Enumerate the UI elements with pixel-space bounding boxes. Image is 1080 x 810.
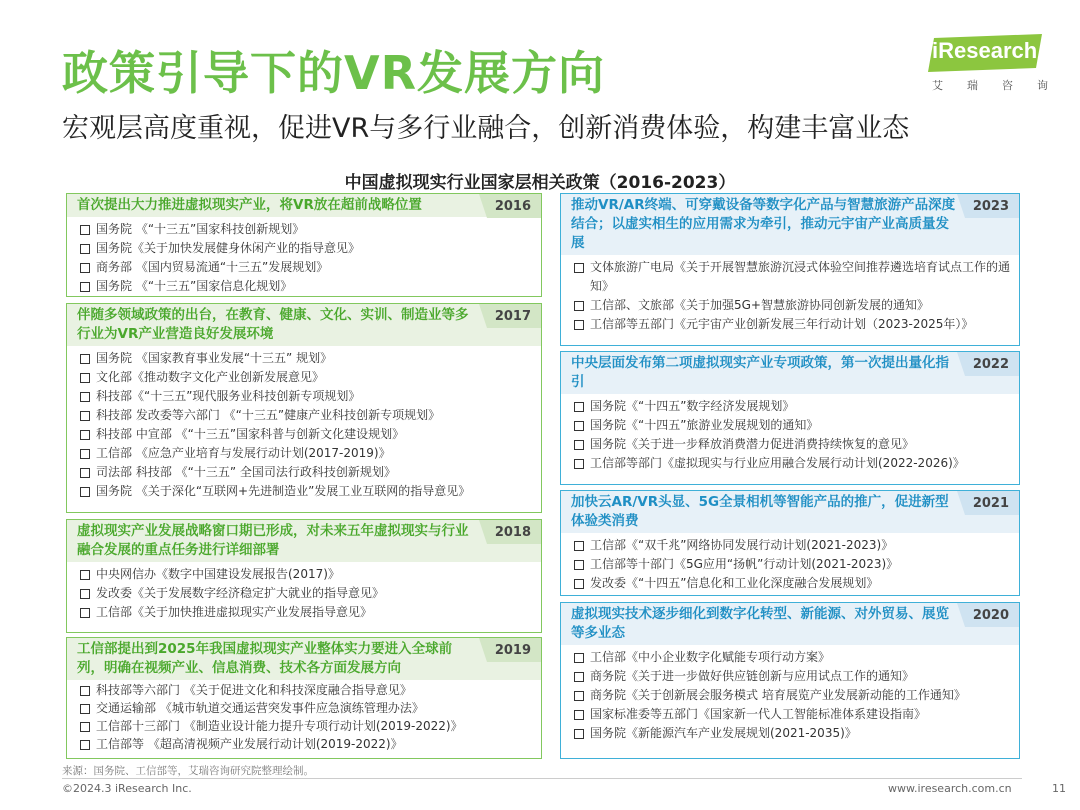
policy-item: 工信部等 《超高清视频产业发展行动计划(2019-2022)》 bbox=[79, 735, 533, 753]
logo-text: iResearch bbox=[932, 38, 1038, 63]
policy-item: 商务院《关于进一步做好供应链创新与应用试点工作的通知》 bbox=[573, 667, 1011, 686]
policy-list bbox=[67, 562, 541, 622]
policy-card-2017 bbox=[66, 303, 542, 513]
policy-item: 工信部 《应急产业培育与发展行动计划(2017-2019)》 bbox=[79, 444, 533, 463]
page-title: 政策引导下的VR发展方向 bbox=[62, 46, 606, 100]
policy-heading-text: 虚拟现实产业发展战略窗口期已形成，对未来五年虚拟现实与行业融合发展的重点任务进行详细部署 bbox=[77, 523, 469, 558]
page-subtitle: 宏观层高度重视，促进VR与多行业融合，创新消费体验，构建丰富业态 bbox=[62, 113, 910, 144]
policy-item: 工信部、文旅部《关于加强5G+智慧旅游协同创新发展的通知》 bbox=[573, 296, 1011, 315]
policy-item: 商务院《关于创新展会服务模式 培育展览产业发展新动能的工作通知》 bbox=[573, 686, 1011, 705]
policy-card-2021 bbox=[560, 490, 1020, 596]
policy-item: 国务院《“十四五”数字经济发展规划》 bbox=[573, 397, 1011, 416]
policy-item: 中央网信办《数字中国建设发展报告(2017)》 bbox=[79, 565, 533, 584]
policy-card-heading bbox=[561, 194, 1019, 255]
policy-year: 2020 bbox=[972, 608, 1009, 623]
policy-year: 2017 bbox=[494, 309, 531, 324]
policy-card-2023 bbox=[560, 193, 1020, 346]
policy-list bbox=[561, 645, 1019, 743]
policy-year: 2021 bbox=[972, 496, 1009, 511]
policy-item: 交通运输部 《城市轨道交通运营突发事件应急演练管理办法》 bbox=[79, 699, 533, 717]
policy-item: 商务部 《国内贸易流通“十三五”发展规划》 bbox=[79, 258, 533, 277]
policy-item: 文化部《推动数字文化产业创新发展意见》 bbox=[79, 368, 533, 387]
policy-card-heading bbox=[67, 304, 541, 346]
policy-item: 国务院 《国家教育事业发展“十三五” 规划》 bbox=[79, 349, 533, 368]
source-note: 来源：国务院、工信部等，艾瑞咨询研究院整理绘制。 bbox=[62, 765, 314, 777]
policy-item: 国务院《关于进一步释放消费潜力促进消费持续恢复的意见》 bbox=[573, 435, 1011, 454]
policy-card-2018 bbox=[66, 519, 542, 633]
website-link[interactable]: www.iresearch.com.cn bbox=[888, 782, 1012, 795]
policy-item: 工信部十三部门 《制造业设计能力提升专项行动计划(2019-2022)》 bbox=[79, 717, 533, 735]
policy-item: 科技部《“十三五”现代服务业科技创新专项规划》 bbox=[79, 387, 533, 406]
policy-item: 工信部《中小企业数字化赋能专项行动方案》 bbox=[573, 648, 1011, 667]
policy-card-heading bbox=[561, 491, 1019, 533]
policy-card-heading bbox=[67, 194, 541, 217]
policy-heading-text: 推动VR/AR终端、可穿戴设备等数字化产品与智慧旅游产品深度结合；以虚实相生的应用需求为牵引，推动元宇宙产业高质量发展 bbox=[571, 197, 956, 251]
logo-subtext-char: 询 bbox=[1037, 79, 1048, 92]
logo-subtext-char: 艾 bbox=[932, 79, 943, 92]
policy-item: 司法部 科技部 《“十三五” 全国司法行政科技创新规划》 bbox=[79, 463, 533, 482]
policy-item: 国务院《关于加快发展健身休闲产业的指导意见》 bbox=[79, 239, 533, 258]
policy-card-2020 bbox=[560, 602, 1020, 759]
policy-item: 科技部 发改委等六部门 《“十三五”健康产业科技创新专项规划》 bbox=[79, 406, 533, 425]
policy-item: 国家标准委等五部门《国家新一代人工智能标准体系建设指南》 bbox=[573, 705, 1011, 724]
policy-year: 2018 bbox=[494, 525, 531, 540]
policy-card-2016 bbox=[66, 193, 542, 297]
section-title: 中国虚拟现实行业国家层相关政策（2016-2023） bbox=[344, 173, 736, 193]
policy-list bbox=[561, 255, 1019, 334]
policy-heading-text: 虚拟现实技术逐步细化到数字化转型、新能源、对外贸易、展览等多业态 bbox=[571, 606, 949, 641]
policy-item: 工信部《“双千兆”网络协同发展行动计划(2021-2023)》 bbox=[573, 536, 1011, 555]
policy-card-heading bbox=[561, 603, 1019, 645]
policy-item: 文体旅游广电局《关于开展智慧旅游沉浸式体验空间推荐遴选培育试点工作的通知》 bbox=[573, 258, 1011, 296]
policy-card-heading bbox=[561, 352, 1019, 394]
policy-card-heading bbox=[67, 638, 541, 680]
policy-item: 发改委《关于发展数字经济稳定扩大就业的指导意见》 bbox=[79, 584, 533, 603]
iresearch-logo bbox=[926, 34, 1050, 96]
policy-list bbox=[561, 533, 1019, 593]
policy-year: 2016 bbox=[494, 199, 531, 214]
policy-heading-text: 首次提出大力推进虚拟现实产业，将VR放在超前战略位置 bbox=[77, 197, 422, 213]
footer-divider bbox=[62, 778, 1022, 779]
policy-list bbox=[67, 346, 541, 501]
policy-item: 国务院 《关于深化“互联网+先进制造业”发展工业互联网的指导意见》 bbox=[79, 482, 533, 501]
policy-item: 发改委《“十四五”信息化和工业化深度融合发展规划》 bbox=[573, 574, 1011, 593]
logo-subtext bbox=[932, 77, 1048, 93]
policy-list bbox=[67, 680, 541, 753]
page-number: 11 bbox=[1052, 782, 1066, 795]
policy-item: 工信部等五部门《元宇宙产业创新发展三年行动计划（2023-2025年）》 bbox=[573, 315, 1011, 334]
policy-card-2022 bbox=[560, 351, 1020, 485]
policy-year: 2019 bbox=[494, 643, 531, 658]
policy-heading-text: 加快云AR/VR头显、5G全景相机等智能产品的推广，促进新型体验类消费 bbox=[571, 494, 949, 529]
policy-heading-text: 中央层面发布第二项虚拟现实产业专项政策，第一次提出量化指引 bbox=[571, 355, 949, 390]
policy-heading-text: 工信部提出到2025年我国虚拟现实产业整体实力要进入全球前列，明确在视频产业、信息消费、技术各方面发展方向 bbox=[77, 641, 453, 676]
policy-item: 科技部 中宣部 《“十三五”国家科普与创新文化建设规划》 bbox=[79, 425, 533, 444]
copyright-text: ©2024.3 iResearch Inc. bbox=[62, 782, 192, 795]
policy-item: 工信部《关于加快推进虚拟现实产业发展指导意见》 bbox=[79, 603, 533, 622]
policy-card-heading bbox=[67, 520, 541, 562]
policy-item: 工信部等十部门《5G应用“扬帆”行动计划(2021-2023)》 bbox=[573, 555, 1011, 574]
policy-heading-text: 伴随多领域政策的出台，在教育、健康、文化、实训、制造业等多行业为VR产业营造良好发展环境 bbox=[77, 307, 469, 342]
logo-subtext-char: 咨 bbox=[1002, 79, 1013, 92]
logo-subtext-char: 瑞 bbox=[967, 79, 978, 92]
policy-item: 国务院《“十四五”旅游业发展规划的通知》 bbox=[573, 416, 1011, 435]
policy-item: 科技部等六部门 《关于促进文化和科技深度融合指导意见》 bbox=[79, 681, 533, 699]
policy-item: 国务院《新能源汽车产业发展规划(2021-2035)》 bbox=[573, 724, 1011, 743]
policy-year: 2022 bbox=[972, 357, 1009, 372]
policy-item: 国务院 《“十三五”国家科技创新规划》 bbox=[79, 220, 533, 239]
policy-item: 国务院 《“十三五”国家信息化规划》 bbox=[79, 277, 533, 296]
policy-list bbox=[67, 217, 541, 296]
policy-list bbox=[561, 394, 1019, 473]
policy-year: 2023 bbox=[972, 199, 1009, 214]
policy-item: 工信部等部门《虚拟现实与行业应用融合发展行动计划(2022-2026)》 bbox=[573, 454, 1011, 473]
policy-card-2019 bbox=[66, 637, 542, 759]
